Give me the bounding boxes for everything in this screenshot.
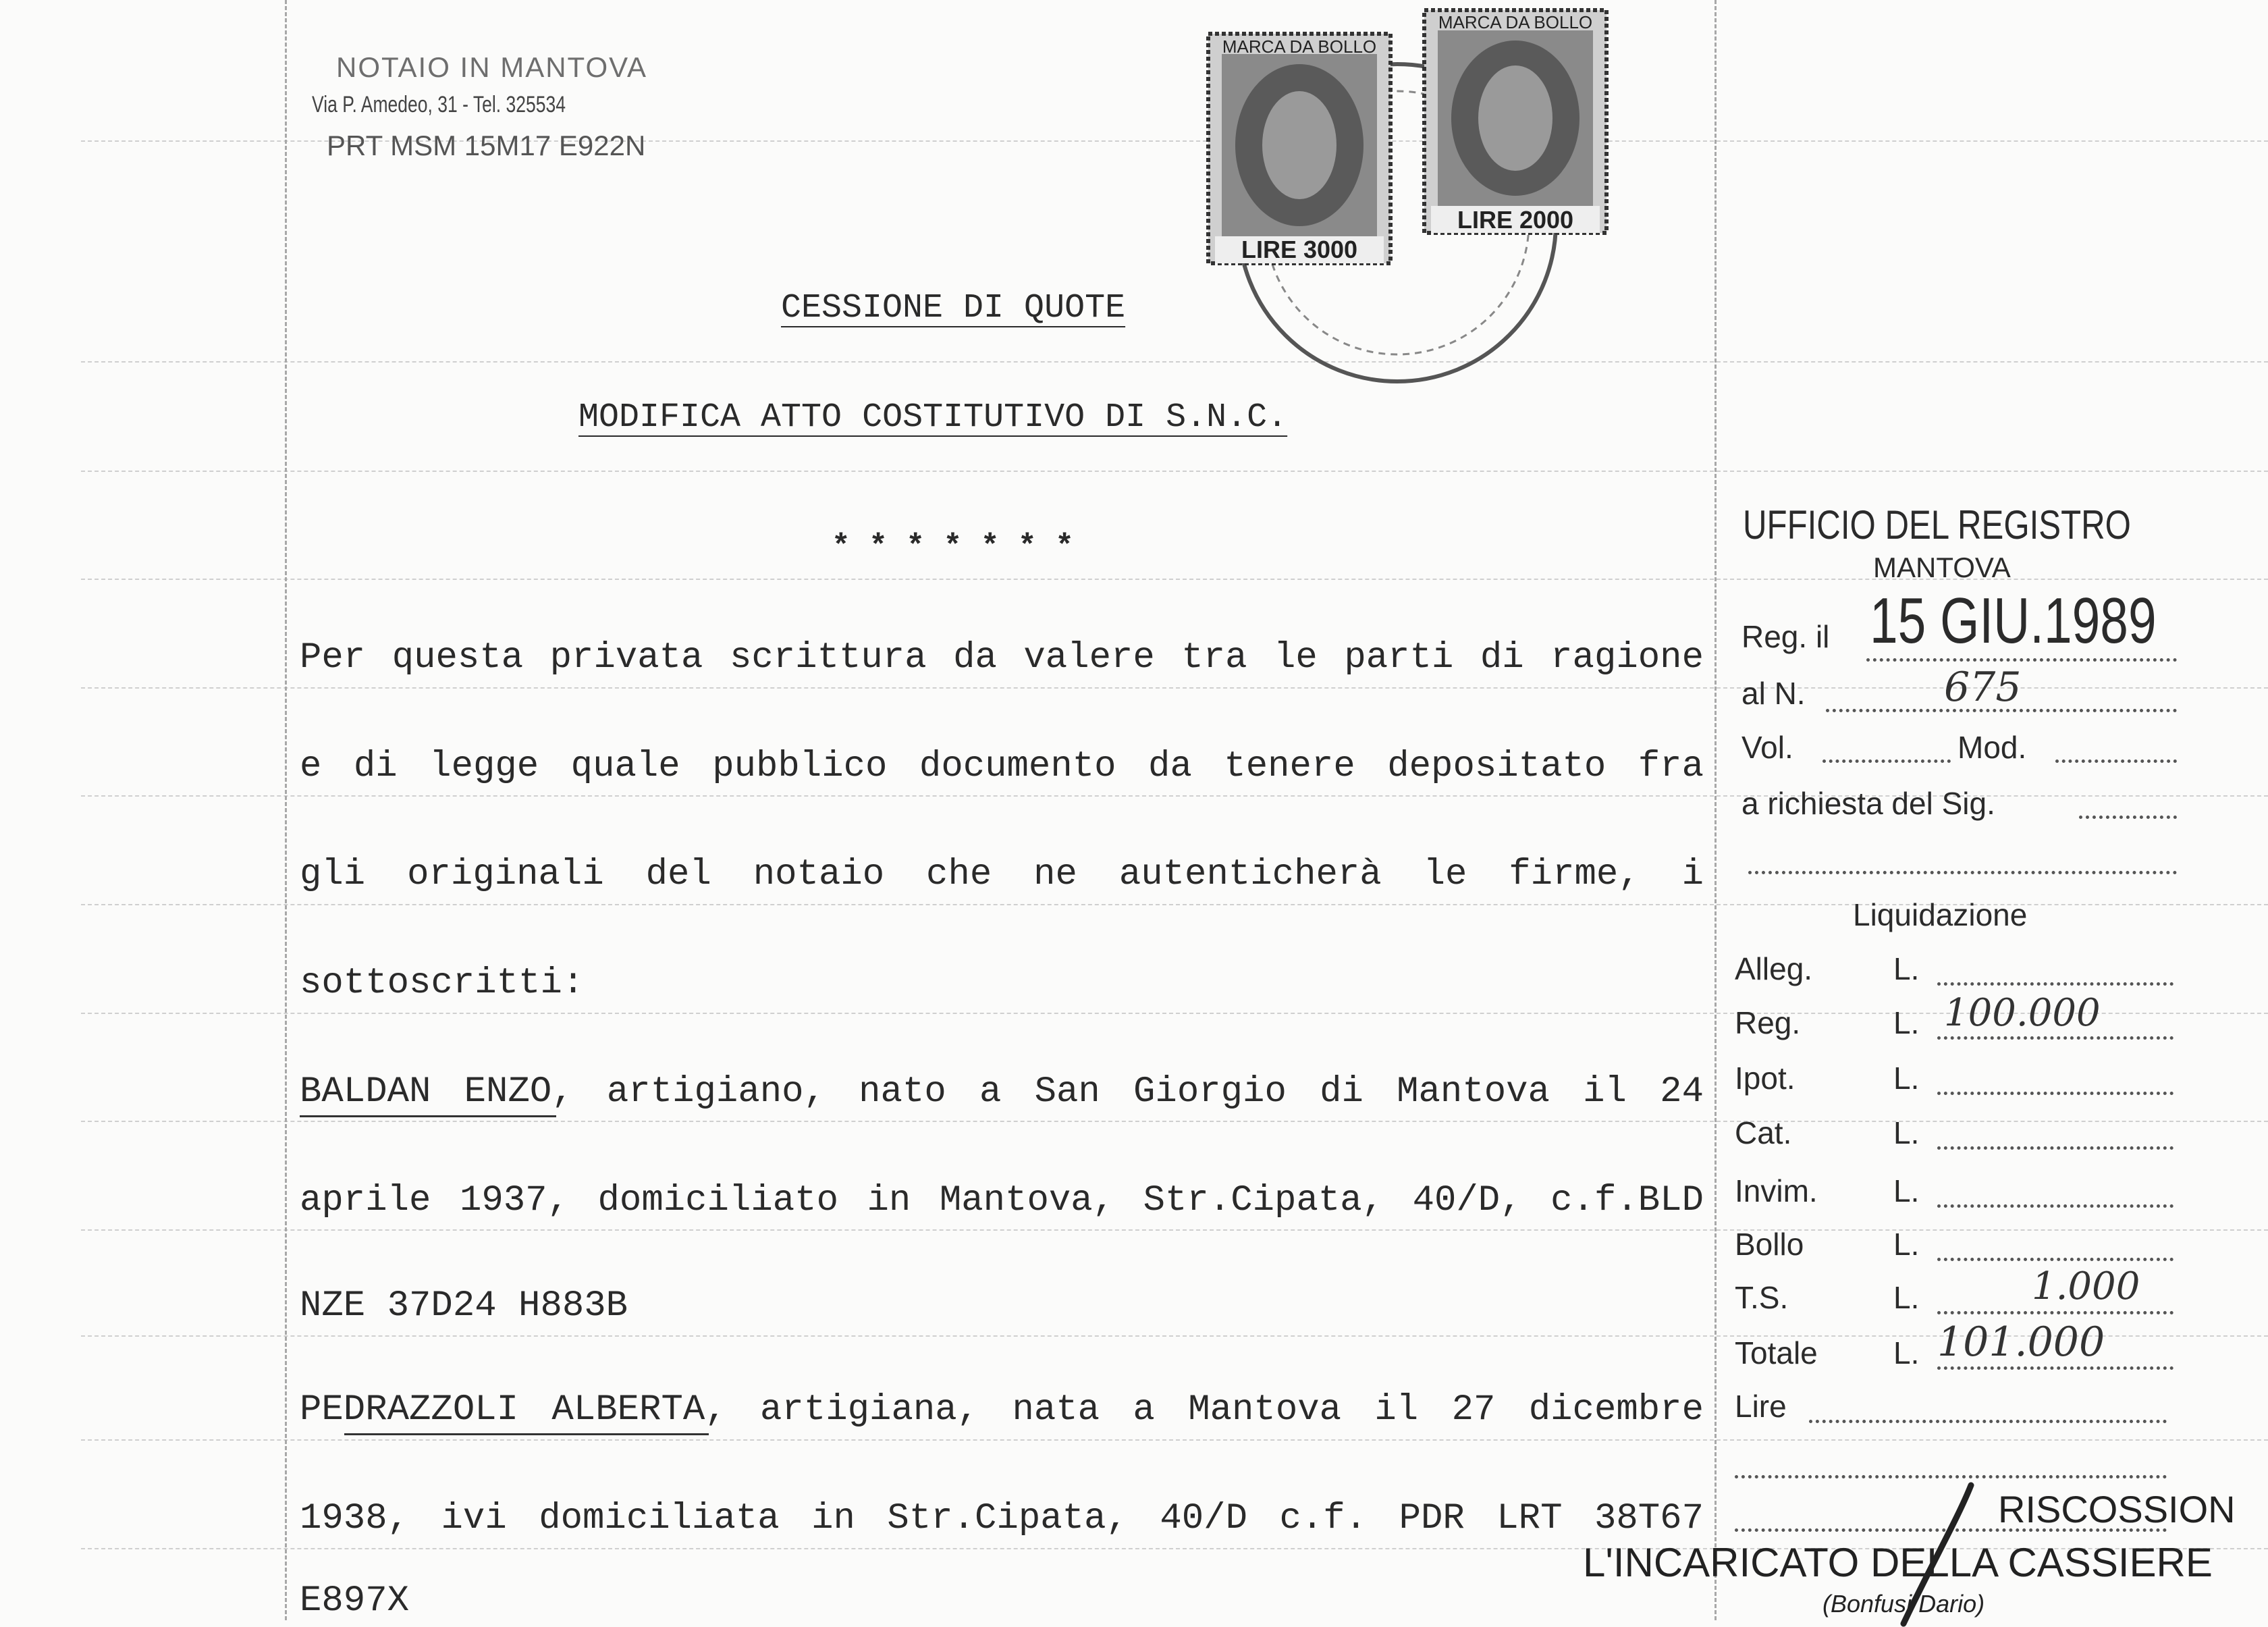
- row-label: Totale: [1735, 1335, 1818, 1370]
- document-title: CESSIONE DI QUOTE: [781, 289, 1126, 327]
- registry-number: 675: [1944, 664, 2022, 711]
- registry-city: MANTOVA: [1873, 552, 2011, 583]
- request-label: a richiesta del Sig.: [1742, 786, 1995, 821]
- letterhead-address: Via P. Amedeo, 31 - Tel. 325534: [312, 92, 566, 117]
- row-label: Alleg.: [1735, 951, 1813, 986]
- vol-label: Vol.: [1742, 730, 1793, 765]
- body-line: e di legge quale pubblico documento da tenere depositato fra: [300, 746, 1704, 787]
- left-margin-line: [285, 0, 287, 1620]
- row-label: Reg.: [1735, 1005, 1801, 1040]
- body-line: E897X: [300, 1580, 410, 1622]
- cashier-stamp-text: L'INCARICATO DELLA CASSIERE: [1583, 1540, 2213, 1585]
- cashier-stamp-text-2: RISCOSSION: [1998, 1488, 2236, 1530]
- number-label: al N.: [1742, 676, 1806, 711]
- letterhead-tax-code: PRT MSM 15M17 E922N: [327, 130, 646, 161]
- row-label: Ipot.: [1735, 1061, 1796, 1096]
- document-subtitle: MODIFICA ATTO COSTITUTIVO DI S.N.C.: [578, 398, 1288, 437]
- reg-date: 15 GIU.1989: [1870, 585, 2157, 657]
- row-currency: L.: [1893, 1005, 1920, 1040]
- row-value: 1.000: [2032, 1264, 2140, 1308]
- row-currency: L.: [1893, 1280, 1920, 1315]
- right-margin-line: [1714, 0, 1717, 1620]
- body-line: Per questa privata scrittura da valere tra le parti di ragione: [300, 637, 1704, 678]
- stamp-left-label: MARCA DA BOLLO: [1222, 36, 1377, 57]
- row-currency: L.: [1893, 1227, 1920, 1262]
- mod-label: Mod.: [1958, 730, 2027, 765]
- row-label: T.S.: [1735, 1280, 1789, 1315]
- cashier-name: (Bonfusi Dario): [1823, 1590, 1985, 1618]
- registry-office: UFFICIO DEL REGISTRO: [1743, 502, 2131, 548]
- row-value: 100.000: [1944, 991, 2101, 1035]
- row-label: Invim.: [1735, 1173, 1818, 1208]
- body-line: sottoscritti:: [300, 963, 585, 1004]
- letterhead-title: NOTAIO IN MANTOVA: [336, 51, 648, 83]
- body-line: gli originali del notaio che ne autenticherà le firme, i: [300, 854, 1704, 895]
- row-value: 101.000: [1937, 1318, 2105, 1366]
- stamp-left-value: LIRE 3000: [1241, 236, 1358, 263]
- body-line: PEDRAZZOLI ALBERTA, artigiana, nata a Mantova il 27 dicembre: [300, 1389, 1704, 1431]
- row-currency: L.: [1893, 1335, 1920, 1370]
- stamp-right-label: MARCA DA BOLLO: [1438, 12, 1593, 32]
- separator-stars: * * * * * * *: [832, 529, 1074, 564]
- stamp-right: [1424, 10, 1606, 234]
- row-currency: L.: [1893, 1173, 1920, 1208]
- lire-label: Lire: [1735, 1389, 1787, 1424]
- name-underline: [344, 1433, 709, 1435]
- stamp-left: [1208, 34, 1390, 263]
- name-underline: [300, 1115, 556, 1117]
- body-line: 1938, ivi domiciliata in Str.Cipata, 40/D c.f. PDR LRT 38T67: [300, 1498, 1704, 1539]
- reg-date-label: Reg. il: [1742, 619, 1830, 654]
- body-line: NZE 37D24 H883B: [300, 1285, 628, 1327]
- stamp-right-value: LIRE 2000: [1457, 206, 1574, 234]
- row-currency: L.: [1893, 951, 1920, 986]
- row-currency: L.: [1893, 1115, 1920, 1150]
- body-line: BALDAN ENZO, artigiano, nato a San Giorgio di Mantova il 24: [300, 1071, 1704, 1113]
- row-label: Bollo: [1735, 1227, 1804, 1262]
- signature-stroke: [1897, 1478, 1978, 1627]
- body-line: aprile 1937, domiciliato in Mantova, Str.Cipata, 40/D, c.f.BLD: [300, 1180, 1704, 1221]
- row-label: Cat.: [1735, 1115, 1792, 1150]
- revenue-stamps: [1195, 0, 1627, 405]
- liquidation-label: Liquidazione: [1853, 897, 2028, 932]
- row-currency: L.: [1893, 1061, 1920, 1096]
